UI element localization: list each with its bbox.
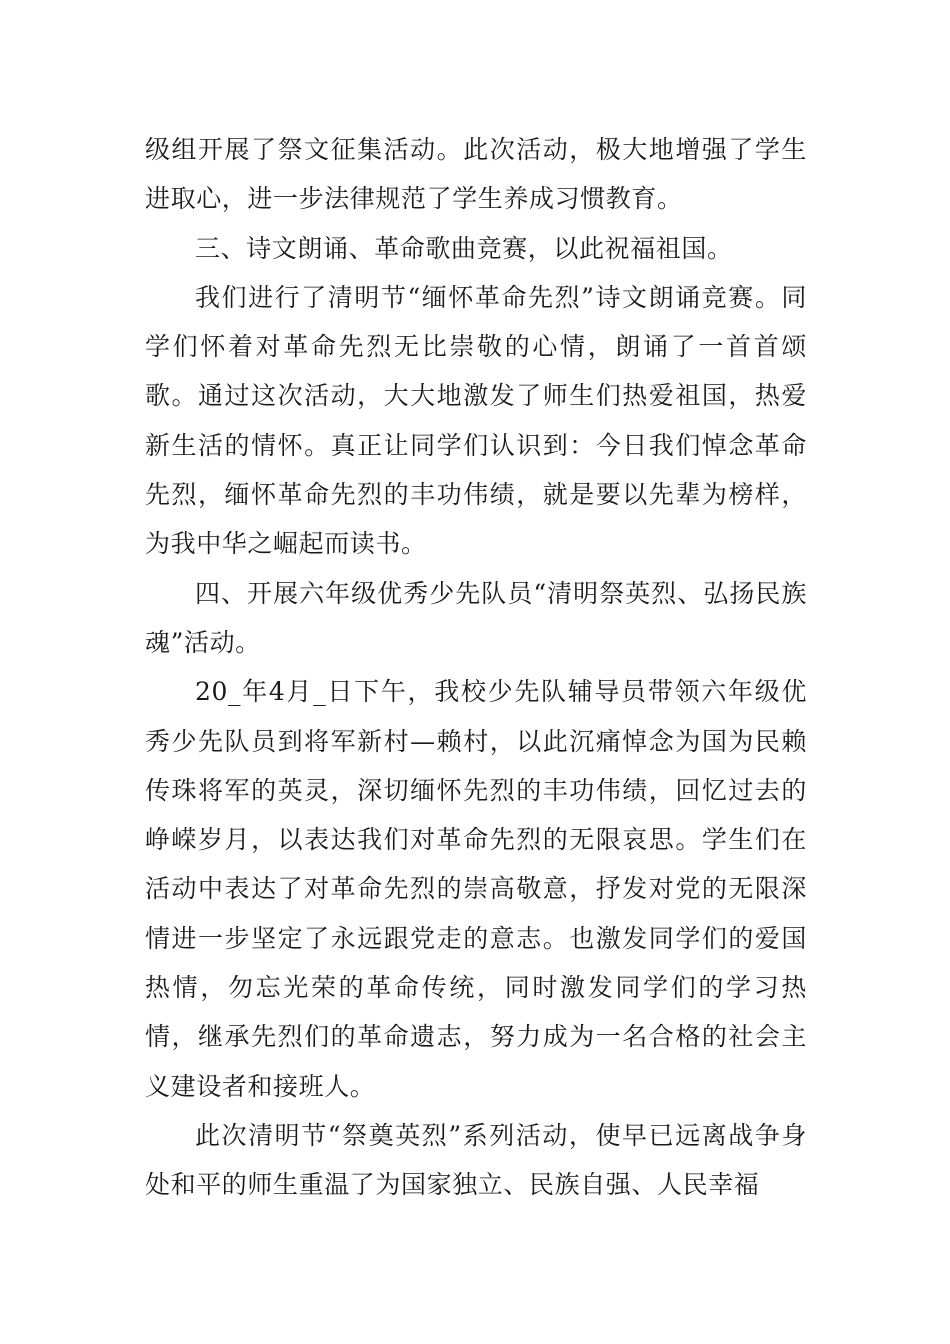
paragraph-continued: 级组开展了祭文征集活动。此次活动，极大地增强了学生进取心，进一步法律规范了学生养成习惯教育。 [145, 135, 807, 214]
document-body [145, 125, 807, 1210]
paragraph-visit: 20_年4月_日下午，我校少先队辅导员带领六年级优秀少先队员到将军新村—赖村，以此沉痛悼念为国为民赖传珠将军的英灵，深切缅怀先烈的丰功伟绩，回忆过去的峥嵘岁月，以表达我们对革命先烈的无限哀思。学生们在活动中表达了对革命先烈的崇高敬意，抒发对党的无限深情进一步坚定了永远跟党走的意志。也激发同学们的爱国热情，勿忘光荣的革命传统，同时激发同学们的学习热情，继承先烈们的革命遗志，努力成为一名合格的社会主义建设者和接班人。 [145, 677, 807, 1101]
paragraph-recitation: 我们进行了清明节“缅怀革命先烈”诗文朗诵竞赛。同学们怀着对革命先烈无比崇敬的心情，朗诵了一首首颂歌。通过这次活动，大大地激发了师生们热爱祖国，热爱新生活的情怀。真正让同学们认识到：今日我们悼念革命先烈，缅怀革命先烈的丰功伟绩，就是要以先辈为榜样，为我中华之崛起而读书。 [145, 282, 807, 559]
section-heading-3: 三、诗文朗诵、革命歌曲竞赛，以此祝福祖国。 [195, 233, 733, 263]
section-heading-4: 四、开展六年级优秀少先队员“清明祭英烈、弘扬民族魂”活动。 [145, 578, 807, 657]
paragraph-summary: 此次清明节“祭奠英烈”系列活动，使早已远离战争身处和平的师生重温了为国家独立、民族自强、人民幸福 [145, 1120, 807, 1200]
